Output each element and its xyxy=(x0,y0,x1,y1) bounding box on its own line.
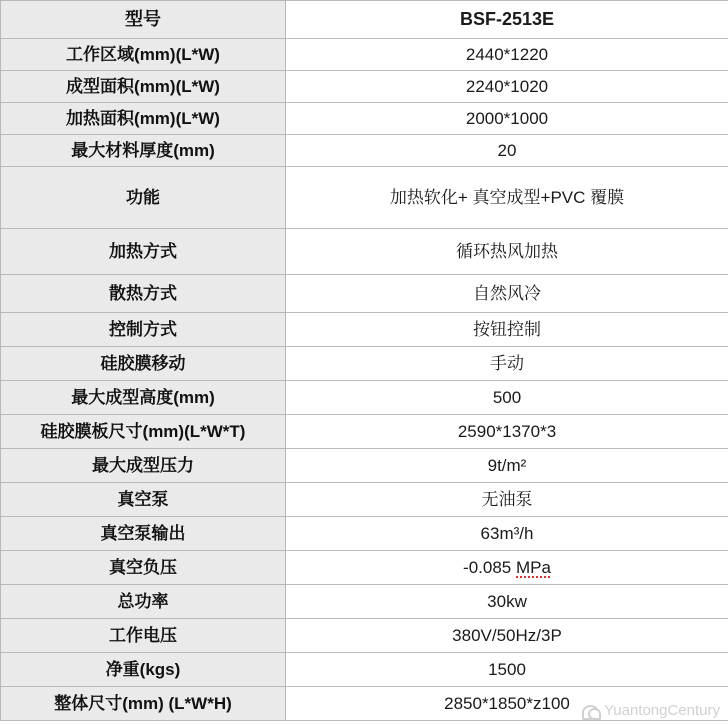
row-value: 手动 xyxy=(286,347,728,381)
table-row xyxy=(1,551,728,585)
row-label: 硅胶膜移动 xyxy=(1,347,286,381)
watermark-text: YuantongCentury xyxy=(604,702,720,719)
table-row xyxy=(1,517,728,551)
vacuum-pressure-value: -0.085 MPa xyxy=(463,557,551,577)
table-body xyxy=(1,1,728,721)
table-row xyxy=(1,653,728,687)
table-row xyxy=(1,449,728,483)
table-row xyxy=(1,1,728,39)
row-label: 真空泵 xyxy=(1,483,286,517)
table-row xyxy=(1,39,728,71)
row-label: 功能 xyxy=(1,167,286,229)
row-value: 2850*1850*z100 xyxy=(286,687,728,721)
row-label: 工作电压 xyxy=(1,619,286,653)
row-label: 净重(kgs) xyxy=(1,653,286,687)
table-row xyxy=(1,619,728,653)
table-row xyxy=(1,347,728,381)
row-value: 循环热风加热 xyxy=(286,229,728,275)
table-row xyxy=(1,229,728,275)
row-label: 最大成型压力 xyxy=(1,449,286,483)
row-label: 加热方式 xyxy=(1,229,286,275)
row-label: 散热方式 xyxy=(1,275,286,313)
row-label: 整体尺寸(mm) (L*W*H) xyxy=(1,687,286,721)
row-label: 最大材料厚度(mm) xyxy=(1,135,286,167)
row-value: 无油泵 xyxy=(286,483,728,517)
row-value: BSF-2513E xyxy=(286,1,728,39)
row-value: 30kw xyxy=(286,585,728,619)
row-value: 9t/m² xyxy=(286,449,728,483)
row-value: 2000*1000 xyxy=(286,103,728,135)
row-value: 加热软化+ 真空成型+PVC 覆膜 xyxy=(286,167,728,229)
table-row xyxy=(1,585,728,619)
table-row xyxy=(1,687,728,721)
table-row xyxy=(1,415,728,449)
row-label: 工作区域(mm)(L*W) xyxy=(1,39,286,71)
row-label: 真空泵输出 xyxy=(1,517,286,551)
row-value: 500 xyxy=(286,381,728,415)
row-value xyxy=(286,551,728,585)
row-value: 380V/50Hz/3P xyxy=(286,619,728,653)
row-value: 1500 xyxy=(286,653,728,687)
row-value: 2590*1370*3 xyxy=(286,415,728,449)
table-row xyxy=(1,71,728,103)
table-row xyxy=(1,135,728,167)
row-label: 型号 xyxy=(1,1,286,39)
table-row xyxy=(1,167,728,229)
row-value: 2240*1020 xyxy=(286,71,728,103)
row-value: 自然风冷 xyxy=(286,275,728,313)
row-value: 20 xyxy=(286,135,728,167)
row-label: 成型面积(mm)(L*W) xyxy=(1,71,286,103)
row-label: 加热面积(mm)(L*W) xyxy=(1,103,286,135)
table-row xyxy=(1,483,728,517)
row-label: 总功率 xyxy=(1,585,286,619)
table-row xyxy=(1,103,728,135)
row-label: 最大成型高度(mm) xyxy=(1,381,286,415)
row-label: 真空负压 xyxy=(1,551,286,585)
table-row xyxy=(1,313,728,347)
row-value: 按钮控制 xyxy=(286,313,728,347)
row-value: 2440*1220 xyxy=(286,39,728,71)
table-row xyxy=(1,275,728,313)
row-label: 硅胶膜板尺寸(mm)(L*W*T) xyxy=(1,415,286,449)
row-label: 控制方式 xyxy=(1,313,286,347)
table-row xyxy=(1,381,728,415)
row-value: 63m³/h xyxy=(286,517,728,551)
